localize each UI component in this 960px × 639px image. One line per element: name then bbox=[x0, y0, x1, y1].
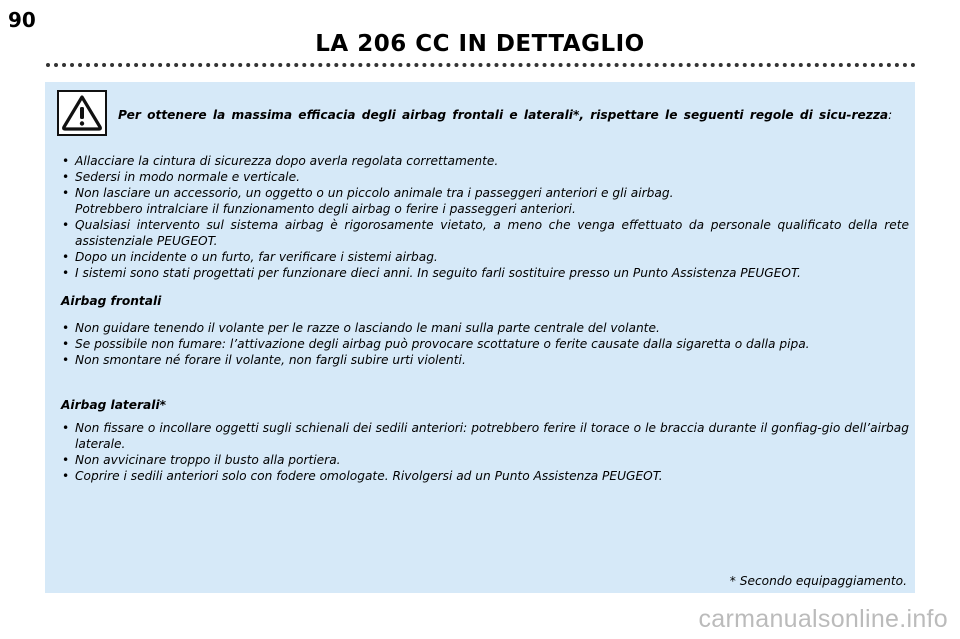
list-item-text: Dopo un incidente o un furto, far verificare i sistemi airbag. bbox=[75, 250, 438, 264]
list-item-text: Non smontare né forare il volante, non fargli subire urti violenti. bbox=[75, 353, 466, 367]
list-item-text: Coprire i sedili anteriori solo con fodere omologate. Rivolgersi ad un Punto Assistenza PEUGEOT. bbox=[75, 469, 663, 483]
list-item bbox=[61, 320, 909, 336]
list-item bbox=[61, 352, 909, 368]
list-item bbox=[61, 169, 909, 185]
dotted-divider bbox=[46, 63, 916, 67]
watermark: carmanualsonline.info bbox=[698, 605, 948, 633]
front-airbags-heading: Airbag frontali bbox=[61, 294, 162, 308]
list-item-text: Non fissare o incollare oggetti sugli schienali dei sedili anteriori: potrebbero ferire il torace o le braccia durante il gonfiag-gio dell’airbag laterale. bbox=[75, 421, 909, 451]
page-title: LA 206 CC IN DETTAGLIO bbox=[315, 31, 645, 57]
list-item-text: Non avvicinare troppo il busto alla portiera. bbox=[75, 453, 341, 467]
footnote: * Secondo equipaggiamento. bbox=[729, 574, 907, 588]
warning-triangle-svg bbox=[59, 92, 105, 134]
list-item bbox=[61, 265, 909, 281]
page-number: 90 bbox=[8, 8, 36, 32]
list-item bbox=[61, 336, 909, 352]
list-item bbox=[61, 420, 909, 452]
list-item bbox=[61, 452, 909, 468]
list-item-continuation: Potrebbero intralciare il funzionamento degli airbag o ferire i passeggeri anteriori. bbox=[75, 202, 576, 216]
warning-intro-colon: : bbox=[888, 108, 893, 122]
list-item bbox=[61, 217, 909, 249]
list-item bbox=[61, 468, 909, 484]
list-item-text: Se possibile non fumare: l’attivazione degli airbag può provocare scottature o ferite causate dalla sigaretta o dalla pipa. bbox=[75, 337, 810, 351]
list-item bbox=[61, 185, 909, 217]
warning-intro bbox=[118, 108, 909, 123]
front-airbags-list bbox=[61, 320, 909, 368]
side-airbags-list bbox=[61, 420, 909, 484]
side-airbags-heading: Airbag laterali* bbox=[61, 398, 166, 412]
list-item bbox=[61, 153, 909, 169]
airbag-rules-panel bbox=[45, 82, 915, 593]
general-rules-list bbox=[61, 153, 909, 281]
list-item-text: Sedersi in modo normale e verticale. bbox=[75, 170, 300, 184]
list-item-text: Allacciare la cintura di sicurezza dopo averla regolata correttamente. bbox=[75, 154, 499, 168]
warning-intro-text: Per ottenere la massima efficacia degli airbag frontali e laterali*, rispettare le seguenti regole di sicu-rezza bbox=[118, 108, 889, 122]
list-item-text: Non lasciare un accessorio, un oggetto o un piccolo animale tra i passeggeri anteriori e gli airbag. bbox=[75, 186, 674, 200]
list-item bbox=[61, 249, 909, 265]
list-item-text: I sistemi sono stati progettati per funzionare dieci anni. In seguito farli sostituire presso un Punto Assistenza PEUGEOT. bbox=[75, 266, 801, 280]
list-item-text: Non guidare tenendo il volante per le razze o lasciando le mani sulla parte centrale del volante. bbox=[75, 321, 660, 335]
list-item-text: Qualsiasi intervento sul sistema airbag è rigorosamente vietato, a meno che venga effettuato da personale qualificato della rete assistenziale PEUGEOT. bbox=[75, 218, 909, 248]
warning-triangle-icon bbox=[57, 90, 107, 136]
